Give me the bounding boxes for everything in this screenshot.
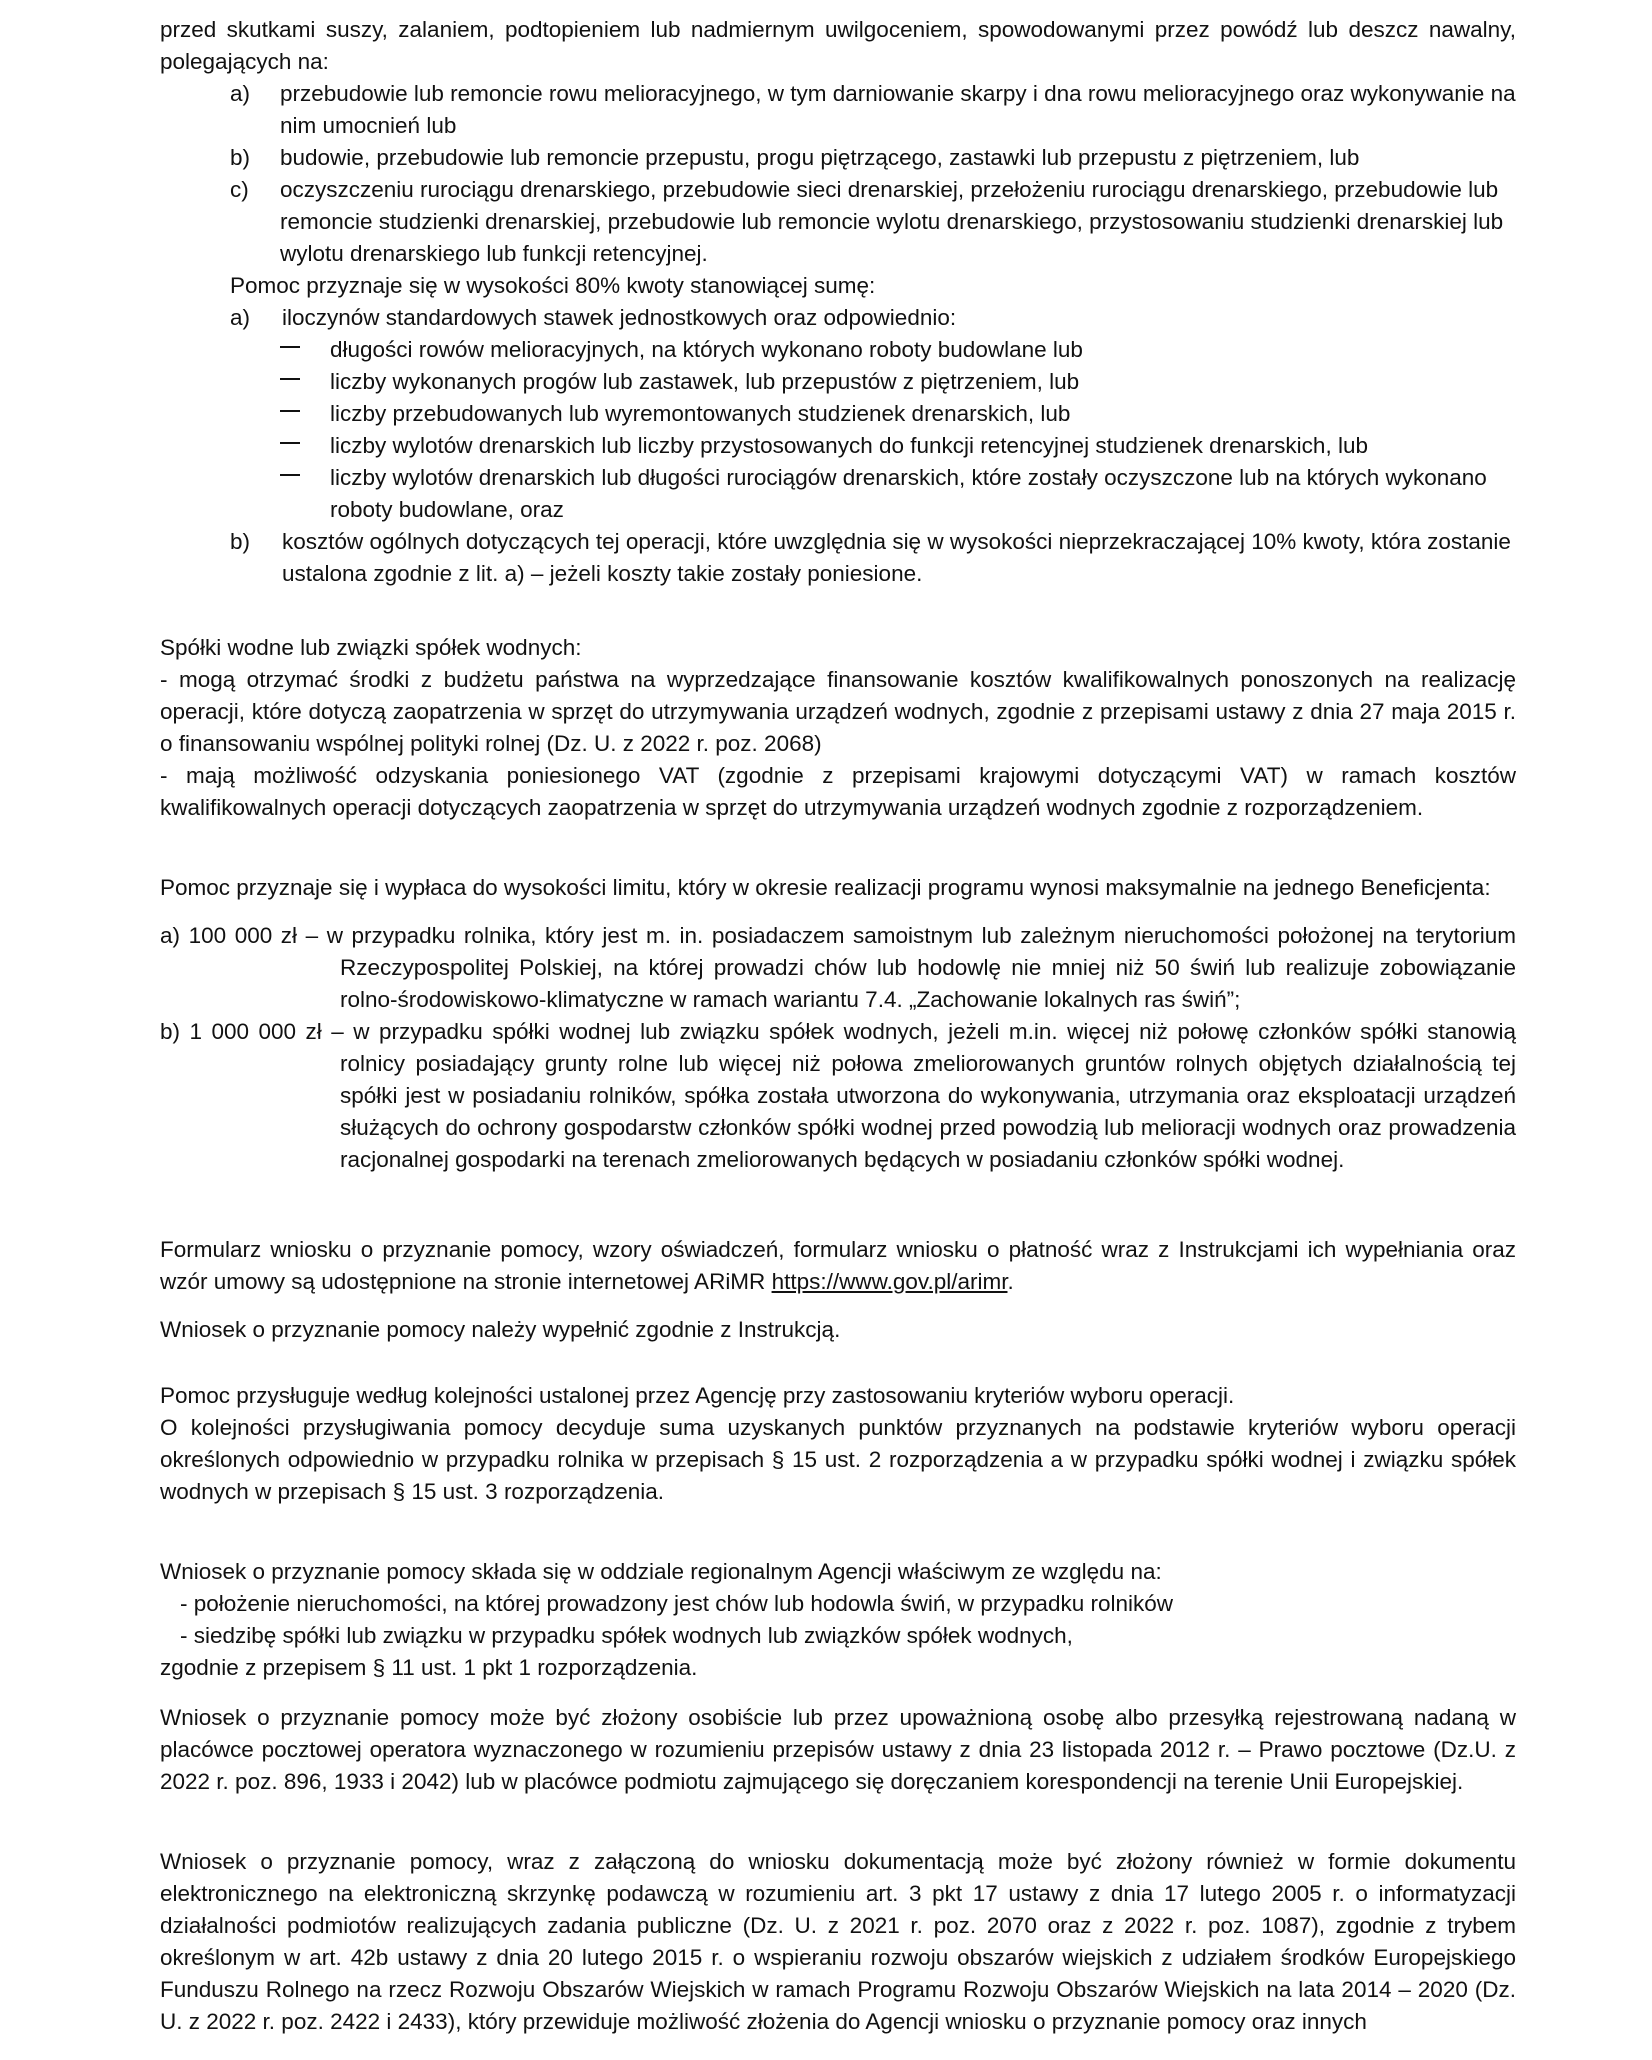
dash-item (280, 366, 1516, 398)
oddzial-footer: zgodnie z przepisem § 11 ust. 1 pkt 1 rozporządzenia. (160, 1655, 698, 1680)
oddzial-item-1: - położenie nieruchomości, na której prowadzony jest chów lub hodowla świń, w przypadku rolników (180, 1591, 1173, 1616)
oddzial-heading: Wniosek o przyznanie pomocy składa się w oddziale regionalnym Agencji właściwym ze względu na: (160, 1559, 1162, 1584)
spolki-heading: Spółki wodne lub związki spółek wodnych: (160, 635, 582, 660)
limit-heading: Pomoc przyznaje się i wypłaca do wysokości limitu, który w okresie realizacji programu wynosi maksymalnie na jednego Beneficjenta: (160, 875, 1491, 900)
list-item-label: c) (230, 177, 249, 202)
dash-item-text: liczby wykonanych progów lub zastawek, lub przepustów z piętrzeniem, lub (330, 369, 1080, 394)
dash-bullet-icon (280, 346, 300, 348)
dash-item-text: liczby wylotów drenarskich lub liczby przystosowanych do funkcji retencyjnej studzienek drenarskich, lub (330, 433, 1368, 458)
kolejnosc-section (160, 1380, 1516, 1508)
dash-bullet-icon (280, 474, 300, 476)
dash-item (280, 398, 1516, 430)
list-item-text: kosztów ogólnych dotyczących tej operacji, które uwzględnia się w wysokości nieprzekraczającej 10% kwoty, która zostanie ustalona zgodnie z lit. a) – jeżeli koszty takie zostały poniesione. (282, 529, 1511, 586)
list-item-text: przebudowie lub remoncie rowu melioracyjnego, w tym darniowanie skarpy i dna rowu melioracyjnego oraz wykonywanie na nim umocnień lub (280, 81, 1516, 138)
formularz-paragraph (160, 1234, 1516, 1298)
formularz-text: Formularz wniosku o przyznanie pomocy, wzory oświadczeń, formularz wniosku o płatność wraz z Instrukcjami ich wypełniania oraz wzór umowy są udostępnione na stronie internetowej ARiMR (160, 1237, 1516, 1294)
dash-bullet-icon (280, 442, 300, 444)
dash-item-text: liczby przebudowanych lub wyremontowanych studzienek drenarskich, lub (330, 401, 1071, 426)
spolki-paragraph-1: - mogą otrzymać środki z budżetu państwa na wyprzedzające finansowanie kosztów kwalifikowalnych ponoszonych na realizację operacji, które dotyczą zaopatrzenia w sprzęt do utrzymywania urządzeń wodnych, zgodnie z przepisami ustawy z dnia 27 maja 2015 r. o finansowaniu wspólnej polityki rolnej (Dz. U. z 2022 r. poz. 2068) (160, 667, 1516, 756)
list-item (230, 174, 1516, 270)
dash-item (280, 462, 1516, 526)
list-item-text: iloczynów standardowych stawek jednostkowych oraz odpowiednio: (282, 305, 957, 330)
limit-item-b: b) 1 000 000 zł – w przypadku spółki wodnej lub związku spółek wodnych, jeżeli m.in. więcej niż połowę członków spółki stanowią rolnicy posiadający grunty rolne lub więcej niż połowa zmeliorowanych gruntów rolnych objętych działalnością tej spółki jest w posiadaniu rolników, spółka została utworzona do wykonywania, utrzymania oraz eksploatacji urządzeń służących do ochrony gospodarstw członków spółki wodnej przed powodzią lub melioracji wodnych oraz prowadzenia racjonalnej gospodarki na terenach zmeliorowanych będących w posiadaniu członków spółki wodnej. (160, 1019, 1516, 1172)
intro-section (160, 14, 1516, 590)
limit-item-a: a) 100 000 zł – w przypadku rolnika, który jest m. in. posiadaczem samoistnym lub zależnym nieruchomości położonej na terytorium Rzeczypospolitej Polskiej, na której prowadzi chów lub hodowlę nie mniej niż 50 świń lub realizuje zobowiązanie rolno-środowiskowo-klimatyczne w ramach wariantu 7.4. „Zachowanie lokalnych ras świń”; (160, 923, 1516, 1012)
list-item (230, 526, 1516, 590)
intro-list (160, 78, 1516, 270)
zlozenie-paragraph: Wniosek o przyznanie pomocy może być złożony osobiście lub przez upoważnioną osobę albo przesyłką rejestrowaną nadaną w placówce pocztowej operatora wyznaczonego w rozumieniu przepisów ustawy z dnia 23 listopada 2012 r. – Prawo pocztowe (Dz.U. z 2022 r. poz. 896, 1933 i 2042) lub w placówce podmiotu zajmującego się doręczaniem korespondencji na terenie Unii Europejskiej. (160, 1705, 1516, 1794)
list-item-label: b) (230, 529, 251, 554)
dash-item (280, 334, 1516, 366)
elektroniczny-section (160, 1846, 1516, 2038)
formularz-section (160, 1234, 1516, 1298)
list-item (230, 142, 1516, 174)
list-item (230, 78, 1516, 142)
list-item-label: a) (230, 81, 251, 106)
aid-list (160, 302, 1516, 590)
instrukcja-section (160, 1314, 1516, 1346)
dash-bullet-icon (280, 378, 300, 380)
list-item-text: oczyszczeniu rurociągu drenarskiego, przebudowie sieci drenarskiej, przełożeniu rurociągu drenarskiego, przebudowie lub remoncie studzienki drenarskiej, przebudowie lub remoncie wylotu drenarskiego, przystosowaniu studzienki drenarskiej lub wylotu drenarskiego lub funkcji retencyjnej. (280, 177, 1504, 266)
intro-paragraph: przed skutkami suszy, zalaniem, podtopieniem lub nadmiernym uwilgoceniem, spowodowanymi przez powódź lub deszcz nawalny, polegających na: (160, 17, 1516, 74)
aid-heading: Pomoc przyznaje się w wysokości 80% kwoty stanowiącej sumę: (230, 273, 876, 298)
dash-item-text: liczby wylotów drenarskich lub długości rurociągów drenarskich, które zostały oczyszczone lub na których wykonano roboty budowlane, oraz (330, 465, 1487, 522)
list-item-label: b) (230, 145, 251, 170)
dash-item (280, 430, 1516, 462)
dash-item-text: długości rowów melioracyjnych, na których wykonano roboty budowlane lub (330, 337, 1083, 362)
spolki-paragraph-2: - mają możliwość odzyskania poniesionego VAT (zgodnie z przepisami krajowymi dotyczącymi VAT) w ramach kosztów kwalifikowalnych operacji dotyczących zaopatrzenia w sprzęt do utrzymywania urządzeń wodnych zgodnie z rozporządzeniem. (160, 763, 1516, 820)
spolki-section (160, 632, 1516, 824)
list-item-text: budowie, przebudowie lub remoncie przepustu, progu piętrzącego, zastawki lub przepustu z piętrzeniem, lub (280, 145, 1360, 170)
oddzial-section (160, 1556, 1516, 1684)
dash-bullet-icon (280, 410, 300, 412)
list-item (230, 302, 1516, 334)
arimr-link[interactable]: https://www.gov.pl/arimr (771, 1269, 1008, 1294)
kolejnosc-paragraph-1: Pomoc przysługuje według kolejności ustalonej przez Agencję przy zastosowaniu kryteriów wyboru operacji. (160, 1383, 1235, 1408)
oddzial-item-2: - siedzibę spółki lub związku w przypadku spółek wodnych lub związków spółek wodnych, (180, 1623, 1073, 1648)
zlozenie-section (160, 1702, 1516, 1798)
elektroniczny-paragraph: Wniosek o przyznanie pomocy, wraz z załączoną do wniosku dokumentacją może być złożony również w formie dokumentu elektronicznego na elektroniczną skrzynkę podawczą w rozumieniu art. 3 pkt 17 ustawy z dnia 17 lutego 2005 r. o informatyzacji działalności podmiotów realizujących zadania publiczne (Dz. U. z 2021 r. poz. 2070 oraz z 2022 r. poz. 1087), zgodnie z trybem określonym w art. 42b ustawy z dnia 20 lutego 2015 r. o wspieraniu rozwoju obszarów wiejskich z udziałem środków Europejskiego Funduszu Rolnego na rzecz Rozwoju Obszarów Wiejskich w ramach Programu Rozwoju Obszarów Wiejskich na lata 2014 – 2020 (Dz. U. z 2022 r. poz. 2422 i 2433), który przewiduje możliwość złożenia do Agencji wniosku o przyznanie pomocy oraz innych (160, 1849, 1516, 2034)
instrukcja-paragraph: Wniosek o przyznanie pomocy należy wypełnić zgodnie z Instrukcją. (160, 1317, 841, 1342)
list-item-label: a) (230, 305, 251, 330)
kolejnosc-paragraph-2: O kolejności przysługiwania pomocy decyduje suma uzyskanych punktów przyznanych na podstawie kryteriów wyboru operacji określonych odpowiednio w przypadku rolnika w przepisach § 15 ust. 2 rozporządzenia a w przypadku spółki wodnej i związku spółek wodnych w przepisach § 15 ust. 3 rozporządzenia. (160, 1415, 1516, 1504)
dash-list (230, 334, 1516, 526)
limit-section (160, 872, 1516, 1176)
formularz-after: . (1007, 1269, 1014, 1294)
